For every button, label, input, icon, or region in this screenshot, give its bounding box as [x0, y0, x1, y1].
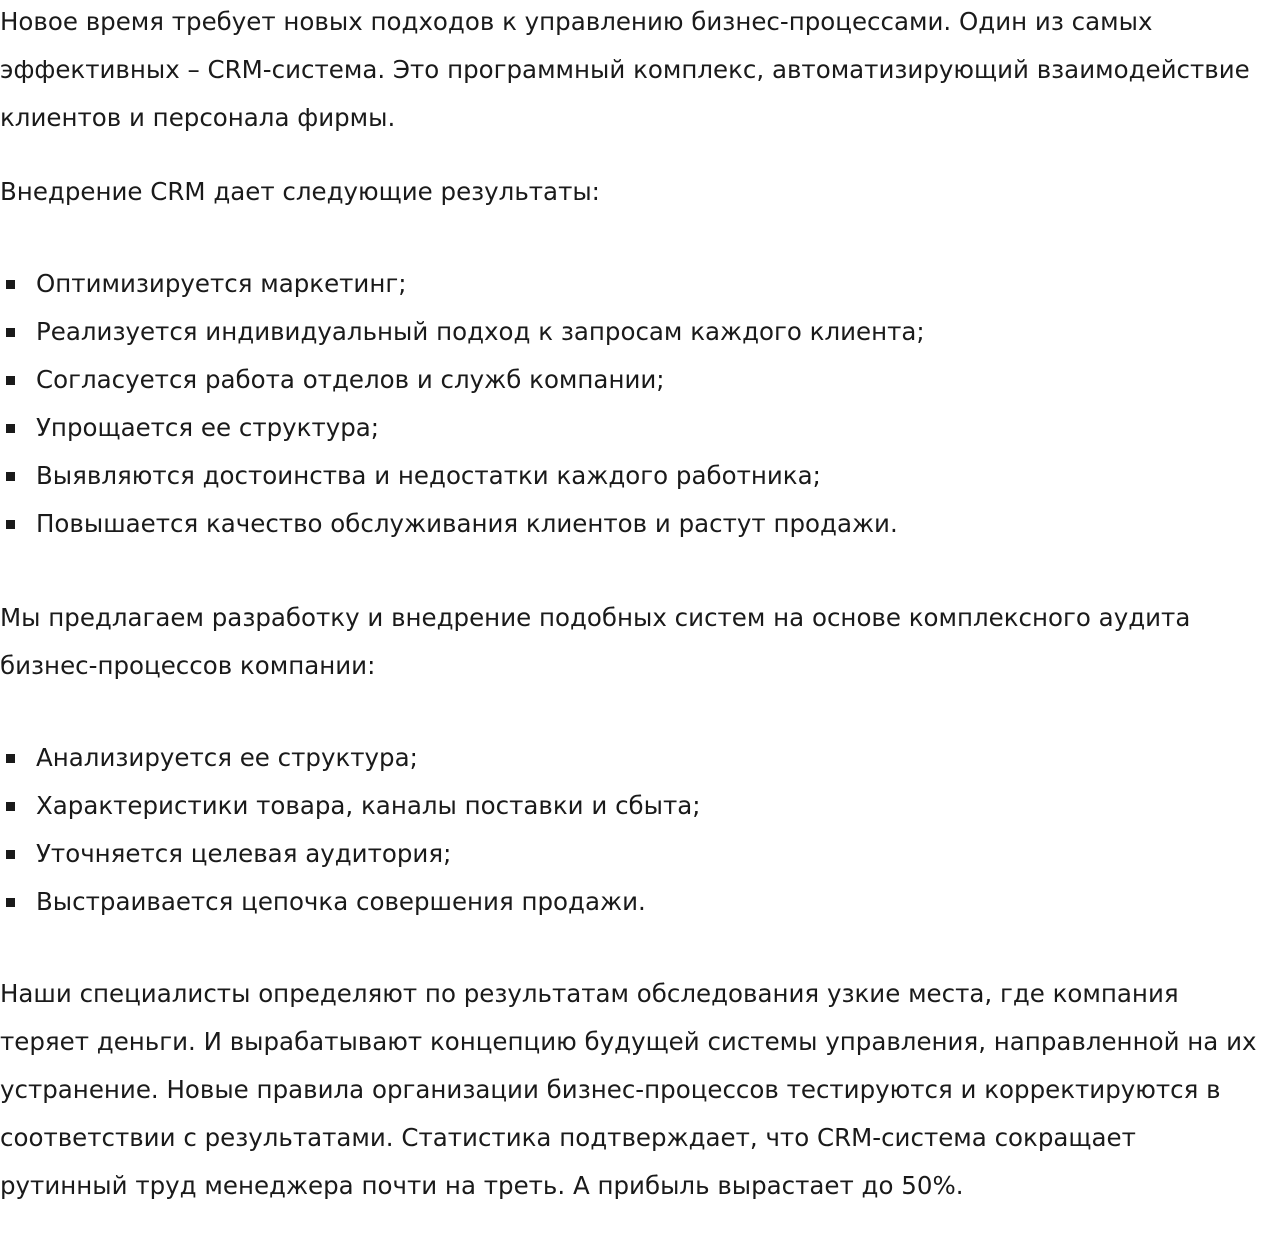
square-bullet-icon: [6, 328, 15, 337]
square-bullet-icon: [6, 424, 15, 433]
square-bullet-icon: [6, 802, 15, 811]
audit-list: [0, 734, 1270, 926]
list-item: [0, 734, 1270, 782]
results-list: [0, 260, 1270, 548]
square-bullet-icon: [6, 520, 15, 529]
list-item: [0, 500, 1270, 548]
list-item-text: Характеристики товара, каналы поставки и сбыта;: [36, 791, 701, 820]
list-item: [0, 452, 1270, 500]
list-item: [0, 878, 1270, 926]
list-item-text: Реализуется индивидуальный подход к запросам каждого клиента;: [36, 317, 925, 346]
intro-paragraph: Новое время требует новых подходов к управлению бизнес-процессами. Один из самых эффективных – CRM-система. Это программный комплекс, автоматизирующий взаимодействие клиентов и персонала фирмы.: [0, 7, 1250, 132]
square-bullet-icon: [6, 850, 15, 859]
square-bullet-icon: [6, 898, 15, 907]
list-item: [0, 404, 1270, 452]
conclusion-paragraph: Наши специалисты определяют по результатам обследования узкие места, где компания теряет деньги. И вырабатывают концепцию будущей системы управления, направленной на их устранение. Новые правила организации бизнес-процессов тестируются и корректируются в соответствии с результатами. Статистика подтверждает, что CRM-система сокращает рутинный труд менеджера почти на треть. А прибыль вырастает до 50%.: [0, 979, 1257, 1200]
results-lead-paragraph: Внедрение CRM дает следующие результаты:: [0, 177, 600, 206]
list-item: [0, 830, 1270, 878]
list-item-text: Оптимизируется маркетинг;: [36, 269, 407, 298]
list-item-text: Согласуется работа отделов и служб компании;: [36, 365, 665, 394]
list-item-text: Выстраивается цепочка совершения продажи.: [36, 887, 646, 916]
square-bullet-icon: [6, 472, 15, 481]
list-item: [0, 782, 1270, 830]
square-bullet-icon: [6, 376, 15, 385]
offer-paragraph: Мы предлагаем разработку и внедрение подобных систем на основе комплексного аудита бизнес-процессов компании:: [0, 603, 1191, 680]
list-item-text: Уточняется целевая аудитория;: [36, 839, 452, 868]
list-item: [0, 356, 1270, 404]
list-item: [0, 308, 1270, 356]
list-item-text: Упрощается ее структура;: [36, 413, 380, 442]
list-item-text: Выявляются достоинства и недостатки каждого работника;: [36, 461, 821, 490]
square-bullet-icon: [6, 754, 15, 763]
square-bullet-icon: [6, 280, 15, 289]
list-item: [0, 260, 1270, 308]
list-item-text: Анализируется ее структура;: [36, 743, 418, 772]
list-item-text: Повышается качество обслуживания клиентов и растут продажи.: [36, 509, 898, 538]
